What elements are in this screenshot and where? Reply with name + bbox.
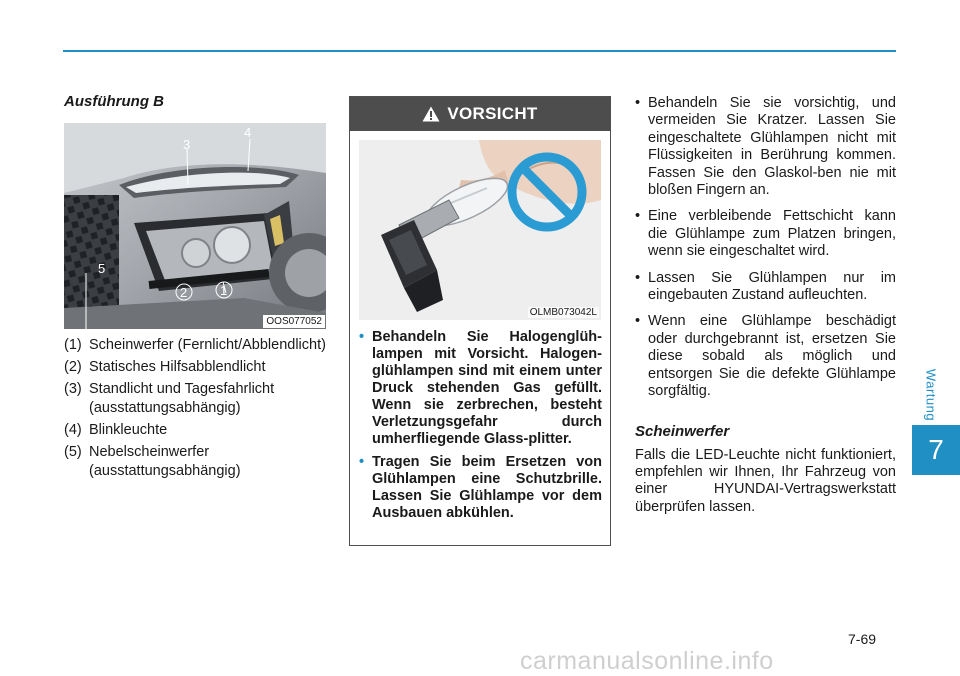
legend-item: (5) Nebelscheinwerfer (ausstattungsabhängig): [64, 444, 241, 479]
bulb-figure: [359, 140, 601, 320]
chapter-number-tab: 7: [912, 425, 960, 475]
headlamp-paragraph: Falls die LED-Leuchte nicht funktioniert, empfehlen wir Ihnen, Ihr Fahrzeug von einer HYUNDAI-Vertragswerkstatt überprüfen lassen.: [635, 446, 896, 515]
section-heading-headlamp: Scheinwerfer: [635, 422, 730, 440]
section-heading-version-b: Ausführung B: [64, 93, 164, 110]
handling-bullet-list: [635, 95, 896, 401]
headlamp-figure: [64, 123, 326, 329]
page-number: 7-69: [848, 631, 877, 647]
right-column: [635, 95, 896, 516]
legend-list: [64, 336, 326, 484]
caution-item: • Behandeln Sie Halogenglüh-lampen mit Vorsicht. Halogen-glühlampen sind mit einem unter Druck stehenden Gas gefüllt. Wenn sie zerbrechen, besteht Verletzungsgefahr durch umherfliegende Glass-plitter.: [359, 329, 602, 447]
top-rule: [63, 50, 896, 52]
figure-callout-5: 5: [98, 261, 106, 276]
caution-list: [359, 329, 602, 528]
bulb-figure-code: OLMB073042L: [529, 307, 597, 318]
caution-item: • Tragen Sie beim Ersetzen von Glühlampen eine Schutzbrille. Lassen Sie Glühlampe vor dem Ausbauen abkühlen.: [359, 454, 602, 521]
bullet-item: • Wenn eine Glühlampe beschädigt oder durchgebrannt ist, ersetzen Sie diese sobald als möglich und entsorgen Sie die defekte Glühlampe sorgfältig.: [635, 313, 896, 400]
legend-item: (2) Statisches Hilfsabblendlicht: [64, 359, 266, 375]
legend-item: (3) Standlicht und Tagesfahrlicht (ausstattungsabhängig): [64, 381, 275, 416]
legend-item: (4) Blinkleuchte: [64, 422, 168, 438]
figure-code: OOS077052: [263, 315, 325, 328]
legend-item: (1) Scheinwerfer (Fernlicht/Abblendlicht): [64, 337, 326, 353]
figure-callout-3: 3: [183, 137, 191, 152]
caution-title: VORSICHT: [447, 104, 538, 123]
bullet-item: • Behandeln Sie sie vorsichtig, und vermeiden Sie Kratzer. Lassen Sie eingeschaltete Glühlampen nicht mit Flüssigkeiten in Berührung kommen. Fassen Sie den Glaskol-ben nie mit bloßen Fingern an.: [635, 95, 896, 199]
figure-callout-4: 4: [244, 125, 252, 140]
caution-box: [349, 96, 611, 546]
bullet-item: • Eine verbleibende Fettschicht kann die Glühlampe zum Platzen bringen, wenn sie eingeschaltet wird.: [635, 208, 896, 260]
warning-triangle-icon: [422, 106, 440, 122]
bullet-item: • Lassen Sie Glühlampen nur im eingebauten Zustand aufleuchten.: [635, 269, 896, 304]
figure-callout-2: 2: [180, 285, 188, 300]
figure-callout-1: 1: [220, 283, 228, 298]
section-tab: [916, 360, 946, 430]
caution-header: [350, 97, 610, 131]
section-tab-label: Wartung: [923, 368, 939, 422]
watermark: carmanualsonline.info: [520, 647, 774, 675]
